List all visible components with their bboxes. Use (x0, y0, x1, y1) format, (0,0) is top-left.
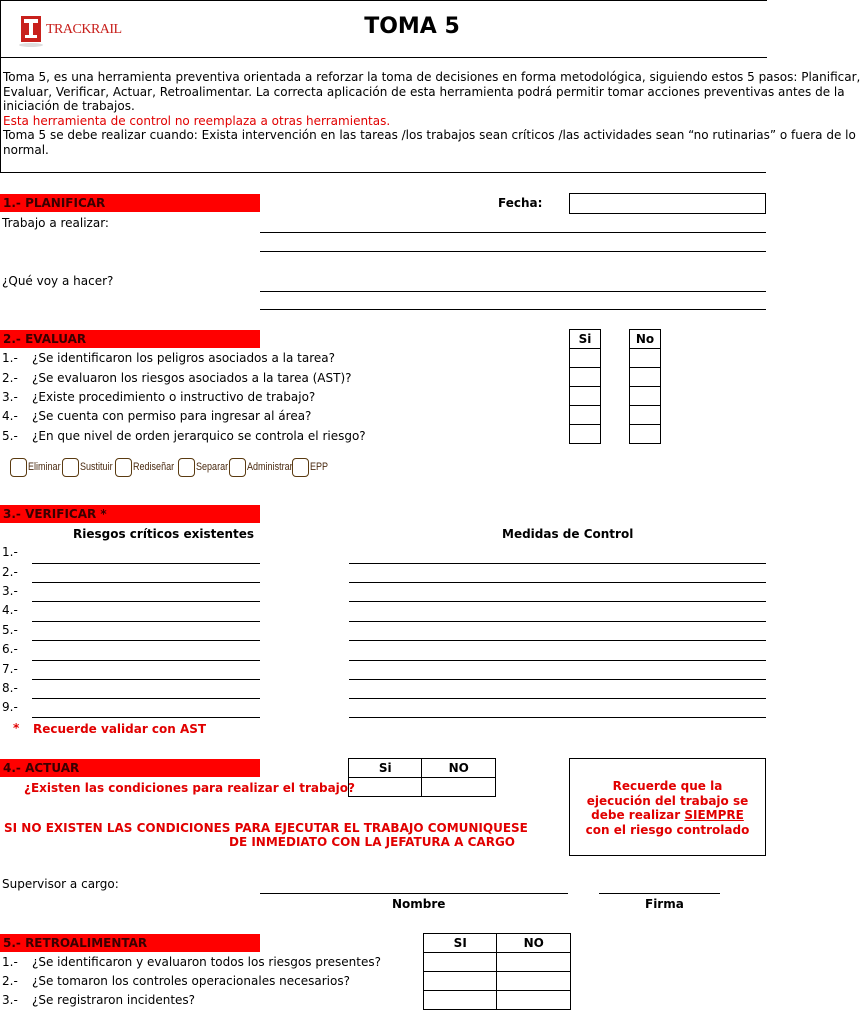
fecha-field[interactable] (569, 193, 766, 214)
actuar-si-header: Si (349, 759, 422, 778)
no-checkbox[interactable] (630, 349, 661, 368)
si-checkbox[interactable] (570, 387, 601, 406)
que-voy-field-line-1[interactable] (260, 291, 766, 292)
medida-field[interactable] (349, 563, 766, 564)
no-checkbox[interactable] (630, 406, 661, 425)
trabajo-label: Trabajo a realizar: (2, 216, 109, 230)
verificar-row-num: 7.- (2, 662, 18, 676)
intro-warning: Esta herramienta de control no reemplaza a otras herramientas. (3, 113, 391, 128)
evaluar-q-num: 4.- (2, 409, 18, 423)
hierarchy-options (10, 455, 334, 479)
verificar-note: Recuerde validar con AST (33, 722, 207, 736)
verificar-row-num: 8.- (2, 681, 18, 695)
retro-si-checkbox[interactable] (424, 972, 497, 991)
medida-field[interactable] (349, 640, 766, 641)
checkbox-icon[interactable] (10, 458, 27, 477)
section-verificar-heading: 3.- VERIFICAR * (0, 505, 260, 523)
medida-field[interactable] (349, 582, 766, 583)
actuar-no-checkbox[interactable] (422, 778, 496, 797)
checkbox-icon[interactable] (62, 458, 79, 477)
actuar-warning-line-2: DE INMEDIATO CON LA JEFATURA A CARGO (229, 835, 515, 849)
medida-field[interactable] (349, 698, 766, 699)
supervisor-label: Supervisor a cargo: (2, 877, 119, 891)
riesgo-field[interactable] (32, 621, 260, 622)
evaluar-q-text: ¿Se evaluaron los riesgos asociados a la tarea (AST)? (32, 371, 352, 385)
reminder-line: Recuerde que la (612, 779, 723, 793)
checkbox-icon[interactable] (229, 458, 246, 477)
section-evaluar-heading: 2.- EVALUAR (0, 330, 260, 348)
hierarchy-option-sustituir[interactable]: Sustituir (62, 458, 120, 477)
checkbox-icon[interactable] (115, 458, 132, 477)
trabajo-field-line-2[interactable] (260, 251, 766, 252)
retro-q-text: ¿Se registraron incidentes? (32, 993, 196, 1007)
section-retroalimentar-heading: 5.- RETROALIMENTAR (0, 934, 260, 952)
no-checkbox[interactable] (630, 387, 661, 406)
verificar-row-num: 6.- (2, 642, 18, 656)
retro-no-checkbox[interactable] (497, 953, 571, 972)
reminder-box (569, 758, 766, 856)
evaluar-q-text: ¿Existe procedimiento o instructivo de trabajo? (32, 390, 316, 404)
verificar-row-num: 1.- (2, 545, 18, 559)
evaluar-q-text: ¿En que nivel de orden jerarquico se controla el riesgo? (32, 429, 366, 443)
retro-si-header: SI (424, 934, 497, 953)
intro-line: normal. (3, 142, 49, 157)
si-header: Si (570, 330, 601, 349)
si-checkbox[interactable] (570, 406, 601, 425)
verificar-row-num: 2.- (2, 565, 18, 579)
riesgos-column-header: Riesgos críticos existentes (73, 527, 255, 541)
no-header: No (630, 330, 661, 349)
que-voy-label: ¿Qué voy a hacer? (2, 274, 114, 288)
medida-field[interactable] (349, 621, 766, 622)
evaluar-q-text: ¿Se cuenta con permiso para ingresar al área? (32, 409, 312, 423)
intro-line: iniciación de trabajos. (3, 99, 135, 113)
page-title: TOMA 5 (364, 14, 460, 39)
evaluar-q-num: 5.- (2, 429, 18, 443)
retro-answer-table (423, 933, 571, 1010)
nombre-label: Nombre (392, 897, 446, 911)
intro-line: Toma 5 se debe realizar cuando: Exista intervención en las tareas /los trabajos sean críticos /las actividades sean “no rutinarias” o fuera de lo (3, 128, 856, 142)
actuar-answer-table (348, 758, 496, 797)
section-actuar-heading: 4.- ACTUAR (0, 759, 260, 777)
hierarchy-option-redisenar[interactable]: Rediseñar (115, 458, 183, 477)
evaluar-si-column (569, 329, 601, 444)
medida-field[interactable] (349, 679, 766, 680)
checkbox-icon[interactable] (178, 458, 195, 477)
evaluar-q-num: 3.- (2, 390, 18, 404)
si-checkbox[interactable] (570, 425, 601, 444)
evaluar-q-num: 2.- (2, 371, 18, 385)
medidas-column-header: Medidas de Control (502, 527, 634, 541)
riesgo-field[interactable] (32, 563, 260, 564)
verificar-row-num: 3.- (2, 584, 18, 598)
verificar-row-num: 5.- (2, 623, 18, 637)
supervisor-nombre-field[interactable] (260, 893, 568, 894)
fecha-label: Fecha: (498, 196, 543, 210)
evaluar-q-num: 1.- (2, 351, 18, 365)
riesgo-field[interactable] (32, 640, 260, 641)
evaluar-q-text: ¿Se identificaron los peligros asociados a la tarea? (32, 351, 335, 365)
hierarchy-option-eliminar[interactable]: Eliminar (10, 458, 68, 477)
riesgo-field[interactable] (32, 698, 260, 699)
reminder-line: ejecución del trabajo se (586, 793, 749, 808)
firma-label: Firma (645, 897, 684, 911)
verificar-row-num: 4.- (2, 603, 18, 617)
supervisor-firma-field[interactable] (599, 893, 720, 894)
actuar-si-checkbox[interactable] (349, 778, 422, 797)
verificar-row-num: 9.- (2, 700, 18, 714)
actuar-warning-line-1: SI NO EXISTEN LAS CONDICIONES PARA EJECUTAR EL TRABAJO COMUNIQUESE (4, 821, 528, 835)
actuar-question: ¿Existen las condiciones para realizar el trabajo? (24, 781, 355, 795)
hierarchy-option-administrar[interactable]: Administrar (229, 458, 303, 477)
intro-line: Toma 5, es una herramienta preventiva orientada a reforzar la toma de decisiones en forma metodológica, siguiendo estos 5 pasos: Planificar, (3, 70, 860, 84)
verificar-note-star: * (13, 721, 20, 735)
medida-field[interactable] (349, 601, 766, 602)
intro-text (0, 56, 860, 173)
hierarchy-option-separar[interactable]: Separar (178, 458, 235, 477)
retro-no-checkbox[interactable] (497, 991, 571, 1010)
reminder-line: con el riesgo controlado (585, 822, 750, 837)
evaluar-no-column (629, 329, 661, 444)
retro-q-num: 3.- (2, 993, 18, 1007)
retro-no-header: NO (497, 934, 571, 953)
retro-si-checkbox[interactable] (424, 991, 497, 1010)
retro-si-checkbox[interactable] (424, 953, 497, 972)
riesgo-field[interactable] (32, 601, 260, 602)
retro-q-num: 1.- (2, 955, 18, 969)
actuar-no-header: NO (422, 759, 496, 778)
riesgo-field[interactable] (32, 717, 260, 718)
trackrail-logo (18, 14, 128, 48)
retro-no-checkbox[interactable] (497, 972, 571, 991)
no-checkbox[interactable] (630, 425, 661, 444)
retro-q-text: ¿Se identificaron y evaluaron todos los riesgos presentes? (32, 955, 381, 969)
que-voy-field-line-2[interactable] (260, 309, 766, 310)
riesgo-field[interactable] (32, 679, 260, 680)
hierarchy-option-epp[interactable]: EPP (292, 458, 332, 477)
logo-text: TRACKRAIL (46, 22, 122, 37)
reminder-emphasis: SIEMPRE (684, 808, 744, 822)
checkbox-icon[interactable] (292, 458, 309, 477)
retro-q-text: ¿Se tomaron los controles operacionales necesarios? (32, 974, 350, 988)
medida-field[interactable] (349, 660, 766, 661)
retro-q-num: 2.- (2, 974, 18, 988)
trabajo-field-line-1[interactable] (260, 232, 766, 233)
reminder-line: debe realizar SIEMPRE (591, 808, 744, 822)
intro-line: Evaluar, Verificar, Actuar, Retroalimentar. La correcta aplicación de esta herramienta podrá permitir tomar acciones preventivas antes de la (3, 84, 845, 99)
medida-field[interactable] (349, 717, 766, 718)
no-checkbox[interactable] (630, 368, 661, 387)
si-checkbox[interactable] (570, 349, 601, 368)
riesgo-field[interactable] (32, 582, 260, 583)
riesgo-field[interactable] (32, 660, 260, 661)
si-checkbox[interactable] (570, 368, 601, 387)
section-planificar-heading: 1.- PLANIFICAR (0, 194, 260, 212)
